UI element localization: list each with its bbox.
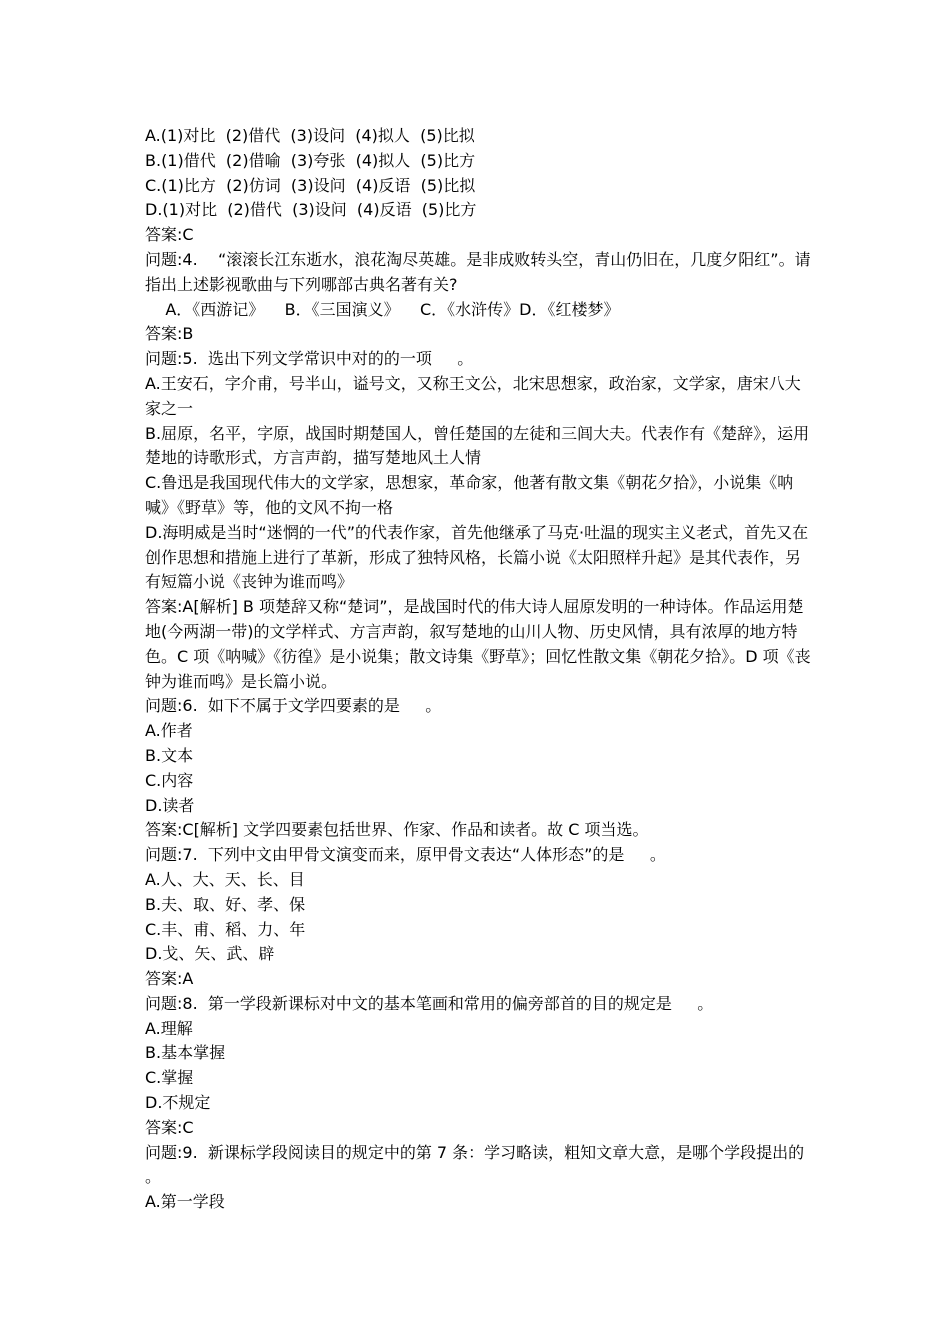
document-body: [145, 124, 830, 1215]
text-line: A.理解: [145, 1018, 193, 1038]
answer-line: 答案:B: [145, 324, 194, 344]
text-line: B.文本: [145, 745, 194, 765]
text-line: D.(1)对比 (2)借代 (3)设问 (4)反语 (5)比方: [145, 200, 477, 220]
text-line: B.夫、取、好、孝、保: [145, 894, 306, 914]
question-line: 问题:4. “滚滚长江东逝水，浪花淘尽英雄。是非成败转头空，青山仍旧在，几度夕阳红”。请指出上述影视歌曲与下列哪部古典名著有关?: [145, 249, 811, 294]
text-line: A.(1)对比 (2)借代 (3)设问 (4)拟人 (5)比拟: [145, 126, 475, 145]
text-line: C.内容: [145, 770, 194, 790]
answer-line: 答案:A: [145, 969, 194, 989]
text-line: A.第一学段: [145, 1192, 225, 1212]
text-line: C.丰、甫、稻、力、年: [145, 919, 306, 939]
text-line: C.掌握: [145, 1068, 194, 1088]
text-line: D.读者: [145, 795, 195, 815]
question-line: 问题:8. 第一学段新课标对中文的基本笔画和常用的偏旁部首的目的规定是 。: [145, 993, 714, 1013]
text-line: D.不规定: [145, 1093, 211, 1113]
text-line: A.作者: [145, 721, 193, 741]
answer-line: 答案:C: [145, 225, 194, 245]
answer-line: 答案:C: [145, 1117, 194, 1137]
text-line: D.戈、矢、武、辟: [145, 944, 275, 964]
question-line: 问题:5. 选出下列文学常识中对的的一项 。: [145, 349, 474, 369]
question-line: 问题:9. 新课标学段阅读目的规定中的第 7 条：学习略读，粗知文章大意，是哪个学段提出的 。: [145, 1142, 830, 1187]
text-line: C.(1)比方 (2)仿词 (3)设问 (4)反语 (5)比拟: [145, 175, 476, 195]
text-line: A．《西游记》 B．《三国演义》 C．《水浒传》D．《红楼梦》: [145, 299, 620, 319]
question-line: 问题:7. 下列中文由甲骨文演变而来，原甲骨文表达“人体形态”的是 。: [145, 845, 666, 865]
text-line: A.王安石，字介甫，号半山，谥号文，又称王文公，北宋思想家，政治家，文学家，唐宋八大家之一: [145, 373, 801, 418]
text-line: C.鲁迅是我国现代伟大的文学家，思想家，革命家，他著有散文集《朝花夕拾》，小说集《呐喊》《野草》等，他的文风不拘一格: [145, 473, 794, 517]
answer-line: 答案:C[解析] 文学四要素包括世界、作家、作品和读者。故 C 项当选。: [145, 820, 649, 840]
text-line: D.海明威是当时“迷惘的一代”的代表作家，首先他继承了马克·吐温的现实主义老式，首先又在创作思想和措施上进行了革新，形成了独特风格，长篇小说《太阳照样升起》是其代表作，另有短篇小说《丧钟为谁而鸣》: [145, 522, 809, 592]
text-line: A.人、大、天、长、目: [145, 869, 305, 889]
text-line: B.屈原，名平，字原，战国时期楚国人，曾任楚国的左徒和三闾大夫。代表作有《楚辞》，运用楚地的诗歌形式，方言声韵，描写楚地风土人情: [145, 423, 810, 468]
question-line: 问题:6. 如下不属于文学四要素的是 。: [145, 696, 442, 716]
text-line: B.(1)借代 (2)借喻 (3)夸张 (4)拟人 (5)比方: [145, 150, 476, 170]
answer-line: 答案:A[解析] B 项楚辞又称“楚词”，是战国时代的伟大诗人屈原发明的一种诗体。作品运用楚地(今两湖一带)的文学样式、方言声韵，叙写楚地的山川人物、历史风情，具有浓厚的地方特色。C 项《呐喊》《彷徨》是小说集；散文诗集《野草》；回忆性散文集《朝花夕拾》。D 项《丧钟为谁而鸣》是长篇小说。: [145, 597, 811, 691]
text-line: B.基本掌握: [145, 1043, 226, 1063]
